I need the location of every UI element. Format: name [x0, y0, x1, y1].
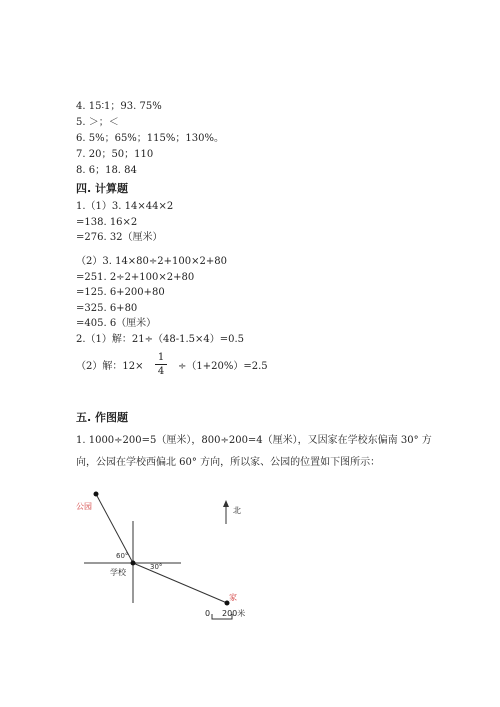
calc-line: =276. 32（厘米）	[76, 232, 163, 243]
section-heading: 五. 作图题	[76, 411, 129, 424]
home-label: 家	[229, 593, 237, 602]
fraction-numerator: 1	[157, 352, 165, 363]
angle-60-label: 60°	[116, 552, 129, 560]
north-arrow-head	[223, 500, 229, 507]
scale-distance-label: 200米	[222, 609, 246, 618]
paragraph-line: 向，公园在学校西偏北 60° 方向，所以家、公园的位置如下图所示：	[76, 457, 381, 468]
calc-line: =325. 6+80	[76, 303, 138, 314]
fraction-denominator: 4	[157, 366, 165, 377]
park-point	[94, 492, 99, 497]
calc-line: （2）3. 14×80÷2+100×2+80	[76, 256, 227, 267]
calc-line: 2.（1）解：21÷（48-1.5×4）=0.5	[76, 334, 245, 345]
north-label: 北	[233, 506, 241, 515]
calc-line: =125. 6+200+80	[76, 287, 165, 298]
line-to-home	[133, 563, 227, 603]
paragraph-line: 1. 1000÷200=5（厘米），800÷200=4（厘米），又因家在学校东偏南 30° 方	[76, 435, 432, 446]
calc-line: 1.（1）3. 14×44×2	[76, 201, 174, 212]
calc-line: =251. 2÷2+100×2+80	[76, 272, 195, 283]
calc-line: （2）解：12×	[76, 361, 144, 372]
answer-line: 4. 15∶1；93. 75%	[76, 101, 162, 112]
answer-line: 5. ＞；＜	[76, 117, 119, 128]
answer-line: 6. 5%；65%；115%；130%。	[76, 133, 224, 144]
scale-zero-label: 0	[205, 609, 211, 618]
school-label: 学校	[110, 568, 126, 577]
answer-line: 7. 20；50；110	[76, 149, 154, 160]
calc-line: ÷（1+20%）=2.5	[178, 361, 268, 372]
angle-30-label: 30°	[150, 563, 163, 571]
calc-line: =405. 6（厘米）	[76, 318, 157, 329]
school-point	[131, 561, 136, 566]
calc-line: =138. 16×2	[76, 217, 138, 228]
section-heading: 四. 计算题	[76, 182, 129, 195]
park-label: 公园	[76, 502, 92, 511]
answer-line: 8. 6；18. 84	[76, 165, 137, 176]
